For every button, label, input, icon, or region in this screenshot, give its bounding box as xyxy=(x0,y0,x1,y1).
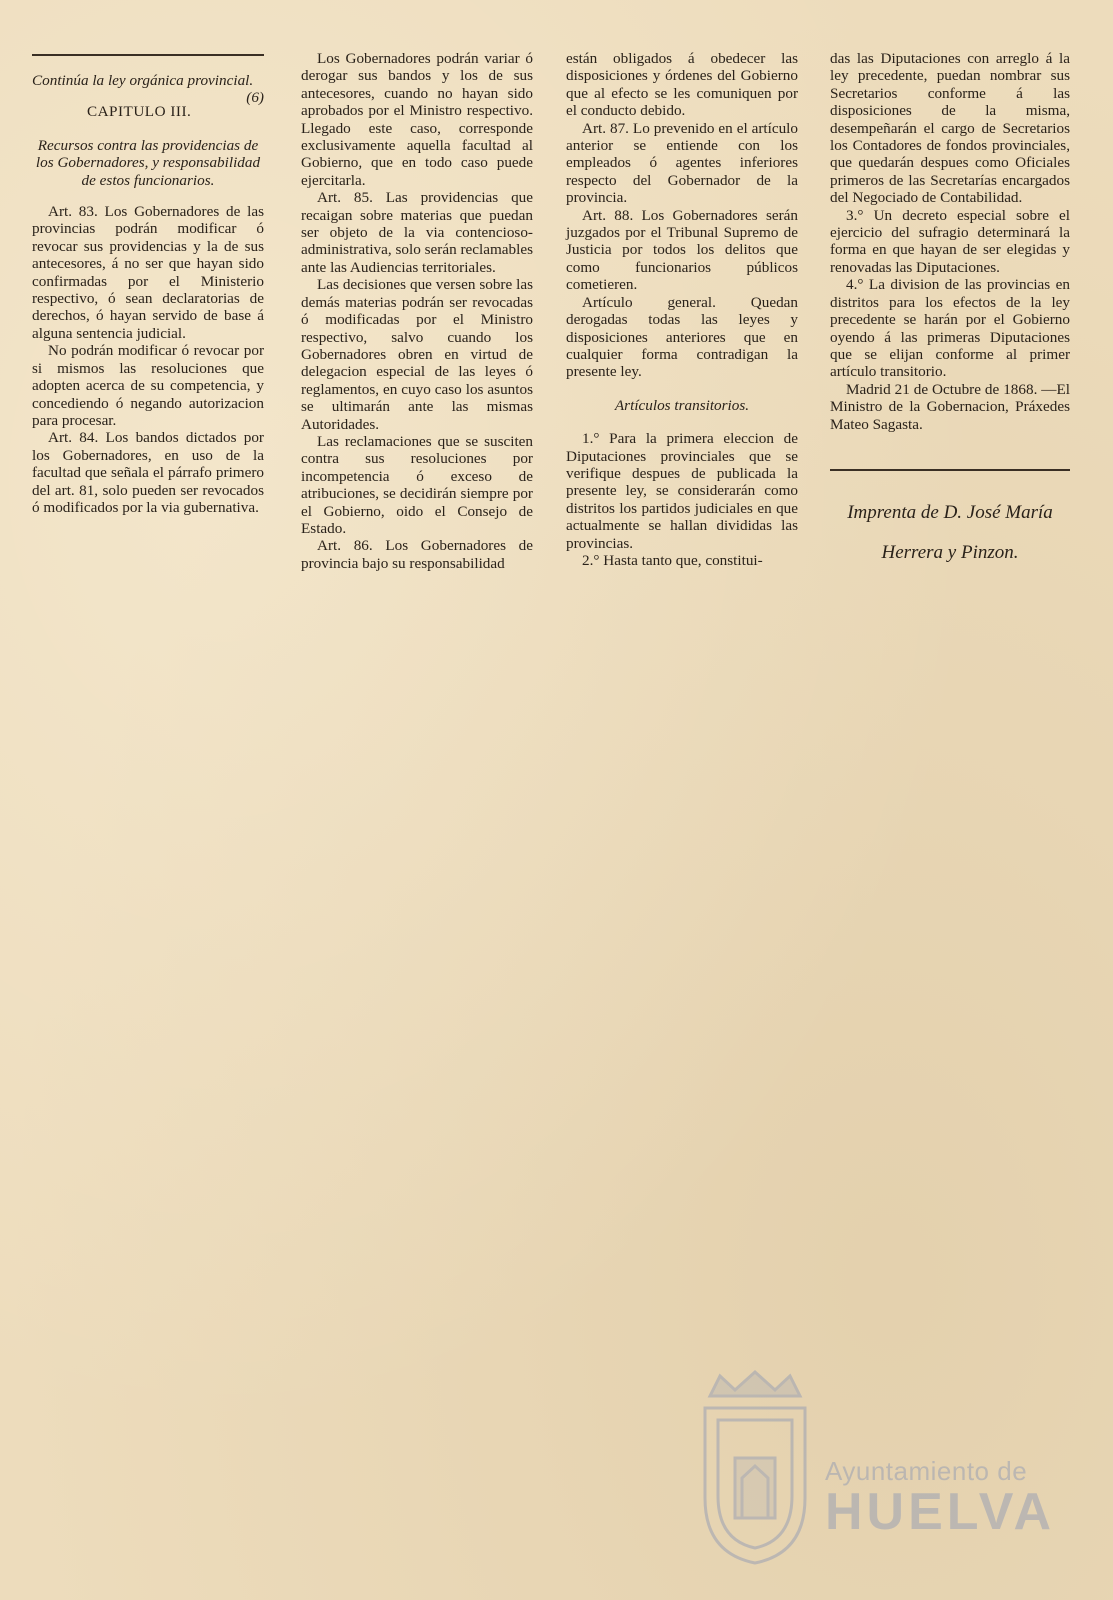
article-88: Art. 88. Los Gobernadores serán juzgados por el Tribunal Supremo de Justicia por todos los delitos que como funcionarios públicos cometieren. xyxy=(566,206,798,294)
column-3 xyxy=(566,50,798,569)
transitional-articles-heading: Artículos transitorios. xyxy=(614,396,750,414)
page-number: (6) xyxy=(246,89,264,107)
imprint-line-2: Herrera y Pinzon. xyxy=(881,541,1019,563)
signature-block: Madrid 21 de Octubre de 1868. —El Ministro de la Gobernacion, Práxedes Mateo Sagasta. xyxy=(830,380,1070,433)
imprint-line-1: Imprenta de D. José María xyxy=(847,501,1053,523)
continuation-text: Continúa la ley orgánica provincial. xyxy=(32,72,254,89)
transitional-article-1: 1.° Para la primera eleccion de Diputaciones provinciales que se verifique despues de publicada la presente ley, se considerarán como distritos los partidos judiciales en que actualmente se hallan divididas las provincias. xyxy=(566,430,798,552)
column-1 xyxy=(32,50,264,516)
archive-watermark xyxy=(690,1368,1080,1568)
transitional-article-3: 3.° Un decreto especial sobre el ejercicio del sufragio determinará la forma en que hayan de ser elegidas y renovadas las Diputaciones. xyxy=(830,206,1070,276)
watermark-line-2: HUELVA xyxy=(825,1483,1056,1541)
imprint-rule xyxy=(830,469,1070,471)
transitional-article-4: 4.° La division de las provincias en distritos para los efectos de la ley precedente se harán por el Gobierno oyendo á las primeras Diputaciones que se elijan conforme al primer artículo transitorio. xyxy=(830,276,1070,381)
article-83-paragraph-2: No podrán modificar ó revocar por si mismos las resoluciones que adopten acerca de su competencia, y concediendo ó negando autorizacion para procesar. xyxy=(32,342,264,429)
top-rule xyxy=(32,54,264,56)
article-85-paragraph-3: Las reclamaciones que se susciten contra sus resoluciones por incompetencia ó exceso de atribuciones, se decidirán siempre por el Gobierno, oido el Consejo de Estado. xyxy=(301,432,533,537)
article-83: Art. 83. Los Gobernadores de las provincias podrán modificar ó revocar sus providencias y la de sus antecesores, á no ser que hayan sido confirmadas por el Ministerio respectivo, ó sean declaratorias de derechos, ó hayan servido de base á alguna sentencia judicial. xyxy=(32,203,264,342)
watermark-line-1: Ayuntamiento de xyxy=(825,1456,1028,1486)
article-85: Art. 85. Las providencias que recaigan sobre materias que puedan ser objeto de la via contencioso-administrativa, solo serán reclamables ante las Audiencias territoriales. xyxy=(301,189,533,276)
chapter-summary: Recursos contra las providencias de los Gobernadores, y responsabilidad de estos funcionarios. xyxy=(35,136,261,189)
coat-of-arms-icon xyxy=(690,1368,820,1568)
article-85-paragraph-2: Las decisiones que versen sobre las demás materias podrán ser revocadas ó modificadas por el Ministro respectivo, salvo cuando los Gobernadores obren en virtud de delegacion especial de las leyes ó reglamentos, en cuyo caso los asuntos se ultimarán ante las mismas Autoridades. xyxy=(301,276,533,433)
column-4 xyxy=(830,50,1070,573)
article-86: Art. 86. Los Gobernadores de provincia bajo su responsabilidad xyxy=(301,537,533,572)
chapter-title: CAPITULO III. xyxy=(86,103,192,121)
continuation-heading xyxy=(32,72,264,107)
article-86-continued: están obligados á obedecer las disposiciones y órdenes del Gobierno que al efecto se les comuniquen por el conducto debido. xyxy=(566,50,798,120)
article-84: Art. 84. Los bandos dictados por los Gobernadores, en uso de la facultad que señala el párrafo primero del art. 81, solo pueden ser revocados ó modificados por la via gubernativa. xyxy=(32,429,264,516)
article-84-continued: Los Gobernadores podrán variar ó derogar sus bandos y los de sus antecesores, cuando no hayan sido aprobados por el Ministro respectivo. Llegado este caso, corresponde exclusivamente aquella facultad al Gobierno, que en todo caso puede ejercitarla. xyxy=(301,50,533,189)
article-87: Art. 87. Lo prevenido en el artículo anterior se entiende con los empleados ó agentes inferiores respecto del Gobernador de la provincia. xyxy=(566,119,798,207)
column-2 xyxy=(301,50,533,572)
transitional-article-2-continued: das las Diputaciones con arreglo á la ley precedente, puedan nombrar sus Secretarios conforme á las disposiciones de la misma, desempeñarán el cargo de Secretarios los Contadores de fondos provinciales, que quedarán despues como Oficiales primeros de las Secretarías encargados del Negociado de Contabilidad. xyxy=(830,50,1070,207)
transitional-article-2: 2.° Hasta tanto que, constitui- xyxy=(582,551,763,569)
general-article: Artículo general. Quedan derogadas todas las leyes y disposiciones anteriores que en cualquier forma contradigan la presente ley. xyxy=(566,293,798,381)
